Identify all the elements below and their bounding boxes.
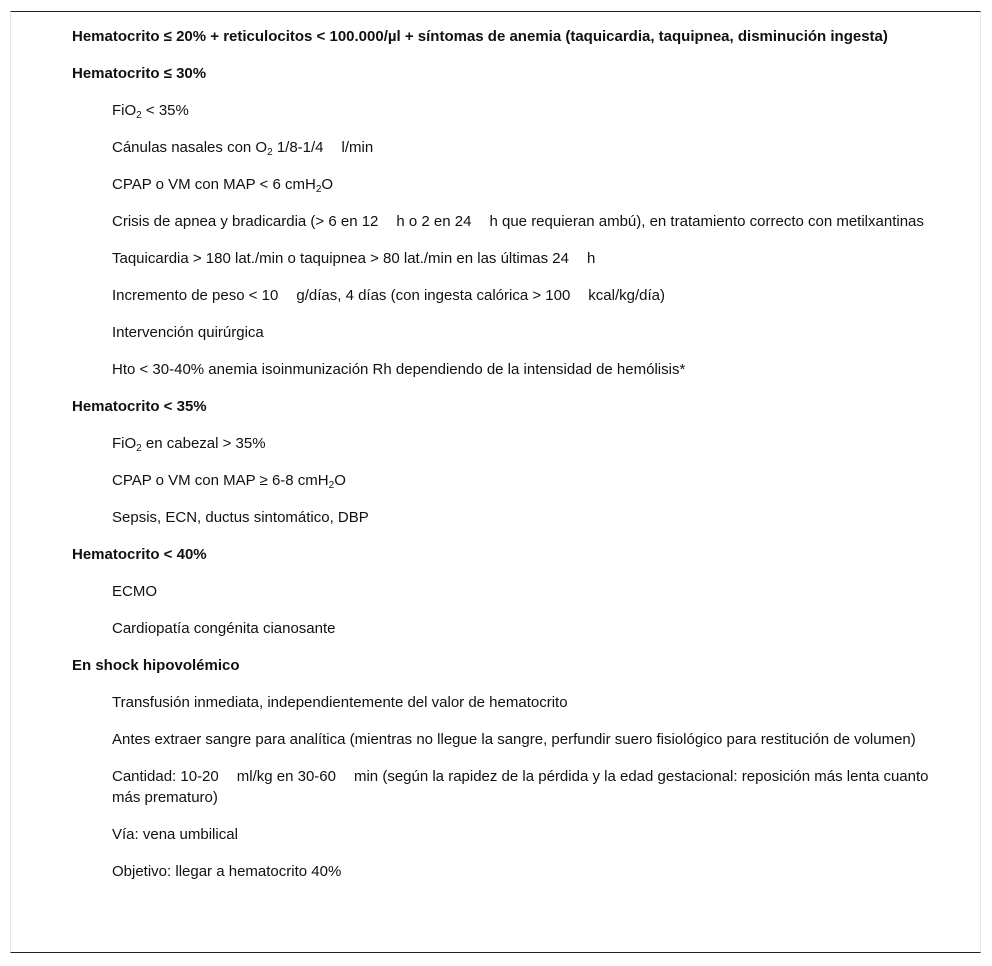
shock-immediate-transfusion: Transfusión inmediata, independientemente del valor de hematocrito xyxy=(112,694,568,711)
criterion-apnea-crisis: Crisis de apnea y bradicardia (> 6 en 12 h o 2 en 24 h que requieran ambú), en tratamiento correcto con metilxantinas xyxy=(112,213,924,230)
criterion-fio2: FiO$_2$ < 35% xyxy=(112,102,189,121)
criterion-tachycardia: Taquicardia > 180 lat./min o taquipnea > 80 lat./min en las últimas 24 h xyxy=(112,250,596,267)
shock-objective: Objetivo: llegar a hematocrito 40% xyxy=(112,863,342,880)
criteria-list xyxy=(72,26,942,898)
heading-hematocrit-30: Hematocrito ≤ 30% xyxy=(72,65,207,82)
heading-hypovolemic-shock: En shock hipovolémico xyxy=(72,657,240,674)
table-frame xyxy=(10,11,981,953)
criterion-fio2-hood: FiO$_2$ en cabezal > 35% xyxy=(112,435,266,454)
criterion-nasal-cannula: Cánulas nasales con $O_2$ 1/8-1/4 l/min xyxy=(112,139,374,158)
criterion-weight-gain: Incremento de peso < 10 g/días, 4 días (con ingesta calórica > 100 kcal/kg/día) xyxy=(112,287,665,304)
shock-route: Vía: vena umbilical xyxy=(112,826,238,843)
criterion-rh-isoimmunization: Hto < 30-40% anemia isoinmunización Rh dependiendo de la intensidad de hemólisis* xyxy=(112,361,686,378)
heading-hematocrit-40: Hematocrito < 40% xyxy=(72,546,207,563)
heading-hematocrit-20: Hematocrito ≤ 20% + reticulocitos < 100.000/µl + síntomas de anemia (taquicardia, taquipnea, disminución ingesta) xyxy=(72,28,888,45)
heading-hematocrit-35: Hematocrito < 35% xyxy=(72,398,207,415)
criterion-cyanotic-heart-disease: Cardiopatía congénita cianosante xyxy=(112,620,336,637)
criterion-surgery: Intervención quirúrgica xyxy=(112,324,264,341)
criterion-sepsis: Sepsis, ECN, ductus sintomático, DBP xyxy=(112,509,369,526)
criterion-cpap-map: CPAP o VM con MAP < 6 cmH$_2$O xyxy=(112,176,334,195)
shock-quantity: Cantidad: 10-20 ml/kg en 30-60 min (según la rapidez de la pérdida y la edad gestacional: reposición más lenta cuanto más prematuro) xyxy=(112,768,929,806)
criterion-cpap-map-6-8: CPAP o VM con MAP ≥ 6-8 cmH$_2$O xyxy=(112,472,346,491)
criterion-ecmo: ECMO xyxy=(112,583,157,600)
shock-extract-blood: Antes extraer sangre para analítica (mientras no llegue la sangre, perfundir suero fisiológico para restitución de volumen) xyxy=(112,731,916,748)
